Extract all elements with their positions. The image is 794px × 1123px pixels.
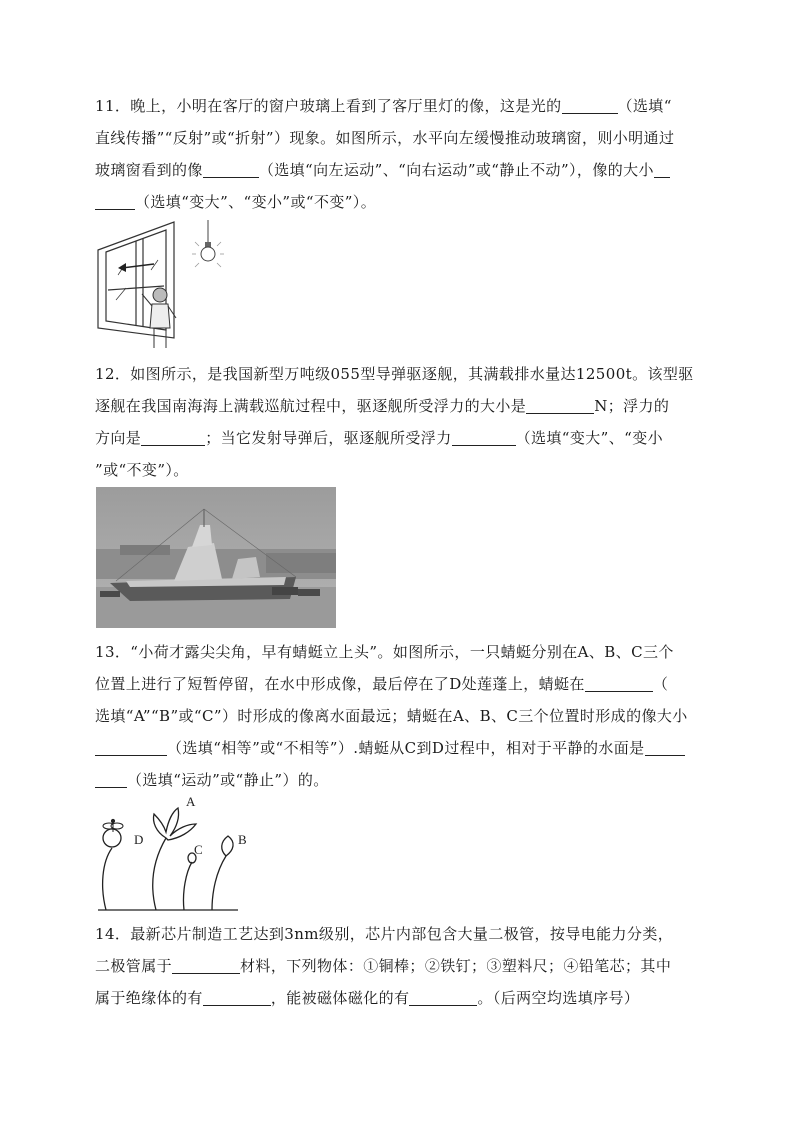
q12-line-2: 逐舰在我国南海海上满载巡航过程中，驱逐舰所受浮力的大小是 N；浮力的 [95,397,670,415]
lotus-figure [96,792,256,916]
label-b: B [238,832,247,847]
q11-line-2: 直线传播”“反射”或“折射”）现象。如图所示，水平向左缓慢推动玻璃窗，则小明通过 [95,129,675,147]
q14-line-1: 14．最新芯片制造工艺达到3nm级别，芯片内部包含大量二极管，按导电能力分类， [95,925,674,943]
q13-line-5: （选填“运动”或“静止”）的。 [95,770,329,790]
q11-blank-3-part-a[interactable] [654,162,670,178]
q13-line-3: 选填“A”“B”或“C”）时形成的像离水面最远；蜻蜓在A、B、C三个位置时形成的像大小 [95,707,688,725]
q12-line-3: 方向是 ；当它发射导弹后，驱逐舰所受浮力 （选填“变大”、“变小 [95,429,664,447]
label-a: A [186,794,196,809]
q14-blank-2[interactable] [203,990,271,1006]
q11-line-3: 玻璃窗看到的像 （选填“向左运动”、“向右运动”或“静止不动”），像的大小 [95,160,670,180]
q12-blank-3[interactable] [452,430,516,446]
q14-line-2: 二极管属于 材料，下列物体：①铜棒；②铁钉；③塑料尺；④铅笔芯；其中 [95,957,672,975]
label-c: C [194,842,203,857]
q14-line-3: 属于绝缘体的有 ，能被磁体磁化的有 。（后两空均选填序号） [95,989,640,1007]
q11-line-1: 11．晚上，小明在客厅的窗户玻璃上看到了客厅里灯的像，这是光的 （选填“ [95,97,672,115]
window-figure [96,220,226,350]
q12-line-4: ”或“不变”）。 [95,461,189,479]
q13-line-4: （选填“相等”或“不相等”）.蜻蜓从C到D过程中，相对于平静的水面是 [95,738,685,758]
q12-blank-2[interactable] [141,430,205,446]
q11-line-4: （选填“变大”、“变小”或“不变”）。 [95,192,376,212]
q13-blank-3-part-b[interactable] [95,772,127,788]
q14-blank-3[interactable] [409,990,477,1006]
q11-blank-1[interactable] [562,98,618,114]
q11-blank-2[interactable] [203,162,259,178]
label-d: D [134,832,144,847]
q12-line-1: 12．如图所示，是我国新型万吨级055型导弹驱逐舰，其满载排水量达12500t。该型驱 [95,365,694,383]
q12-blank-1[interactable] [526,398,594,414]
lamp-icon [192,220,224,267]
destroyer-photo [96,487,336,628]
lotus-pod-d [103,829,121,847]
lotus-flower-a [154,808,197,840]
q13-blank-3-part-a[interactable] [645,740,685,756]
lotus-bud-b [222,836,233,856]
q14-blank-1[interactable] [172,958,240,974]
q13-blank-2[interactable] [95,740,167,756]
boy-figure [142,288,176,348]
q13-blank-1[interactable] [585,676,653,692]
dragonfly-icon [103,819,123,832]
q13-line-2: 位置上进行了短暂停留，在水中形成像，最后停在了D处莲蓬上，蜻蜓在 （ [95,675,669,693]
q13-line-1: 13．“小荷才露尖尖角，早有蜻蜓立上头”。如图所示，一只蜻蜓分别在A、B、C三个 [95,643,674,661]
q11-blank-3-part-b[interactable] [95,194,135,210]
